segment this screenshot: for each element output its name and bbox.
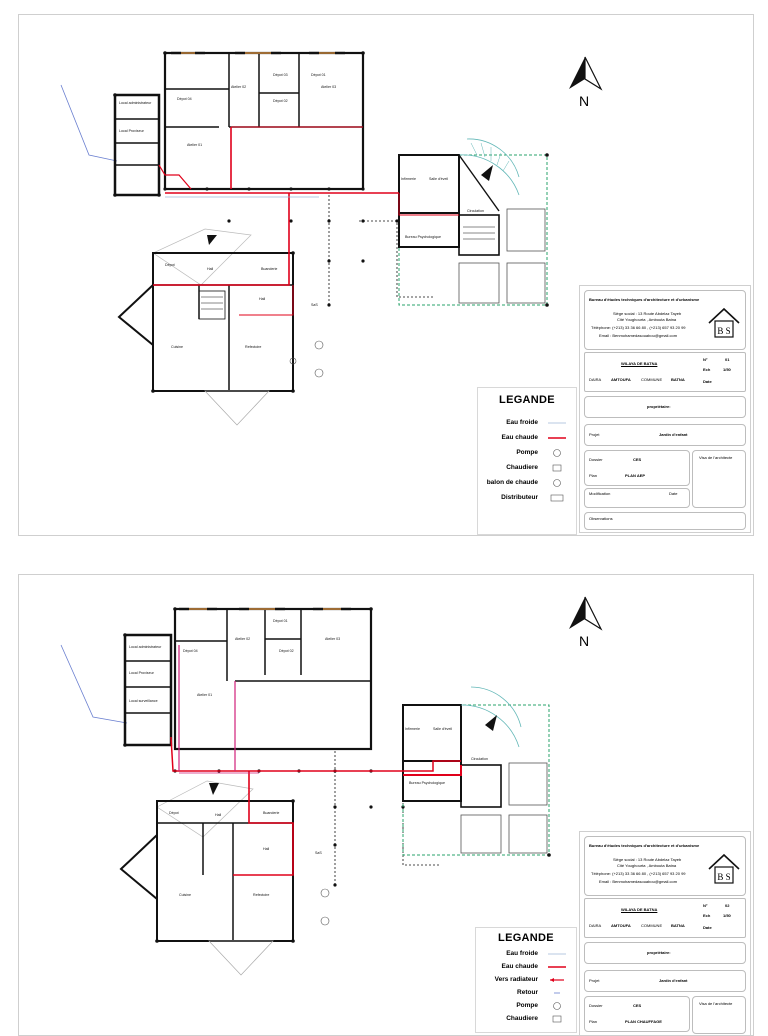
legend-item: Chaudiere — [478, 461, 576, 476]
room-label: Salle d'éveil — [433, 727, 453, 731]
pump-icon — [548, 1002, 566, 1010]
visa-label: Visa de l'architecte — [699, 1001, 733, 1006]
visa-label: Visa de l'architecte — [699, 455, 733, 460]
distributor-icon — [548, 494, 566, 502]
room-label: Local administrateur — [119, 101, 152, 105]
room-label: SaS — [315, 851, 322, 855]
legend-item: balon de chaude — [478, 476, 576, 491]
commune-label: COMMUNE — [641, 377, 663, 382]
plan-label: Plan — [589, 473, 598, 478]
office-name: Bureau d'études techniques d'architecture et d'urbanisme — [589, 843, 700, 848]
observations-box — [584, 512, 746, 530]
room-label: Dépot — [165, 263, 175, 267]
room-label: Hall — [263, 847, 270, 851]
dossier-label: Dossier — [589, 457, 603, 462]
office-logo-letters: B S — [717, 872, 731, 882]
room-label: Local Proviseur — [119, 129, 144, 133]
return-arrow-icon — [548, 989, 566, 997]
project-label: Projet — [589, 978, 600, 983]
architect-visa-box — [692, 996, 746, 1034]
scale-label: Ech — [703, 367, 711, 372]
legend-item: Eau froide — [476, 947, 576, 960]
office-header — [584, 836, 746, 896]
project-value: Jardin d'enfant — [659, 432, 688, 437]
room-label: Hall — [207, 267, 214, 271]
office-email: Email : Benmohamedasouabou@gmail.com — [599, 879, 678, 884]
room-label: Dépot 02 — [279, 649, 294, 653]
office-phone: Téléphone: (+213) 33 36 66 80 , (+213) 657 93 20 99 — [591, 871, 686, 876]
radiator-arrow-icon — [548, 976, 566, 984]
owner-box — [584, 396, 746, 418]
owner-label: propriétaire: — [647, 950, 671, 955]
daira-label: DAIRA — [589, 377, 602, 382]
legend-title: LEGANDE — [498, 932, 554, 944]
daira-value: AMTOUFA — [611, 923, 631, 928]
room-label: Bureau Psychologique — [409, 781, 445, 785]
commune-value: BATNA — [671, 377, 685, 382]
wilaya: WILAYA DE BATNA — [621, 361, 658, 366]
office-address-1: Siège social : 13 Route Abdelaz Tayeb — [613, 311, 682, 316]
boiler-icon — [548, 464, 566, 472]
cold-water-line-icon — [548, 419, 566, 427]
project-label: Projet — [589, 432, 600, 437]
sheet-number-label: N° — [703, 903, 708, 908]
office-address-1: Siège social : 13 Route Abdelaz Tayeb — [613, 857, 682, 862]
room-label: Atelier 01 — [187, 143, 203, 147]
commune-label: COMMUNE — [641, 923, 663, 928]
room-label: Atelier 02 — [235, 637, 251, 641]
hot-water-line-icon — [548, 963, 566, 971]
sheet-number: 01 — [725, 357, 730, 362]
observations-label: Observations — [589, 516, 613, 521]
room-label: Refectoire — [245, 345, 262, 349]
legend — [477, 387, 577, 535]
owner-label: propriétaire: — [647, 404, 671, 409]
room-label: Atelier 03 — [325, 637, 341, 641]
project-box — [584, 424, 746, 446]
north-label: N — [579, 633, 590, 649]
drawing-sheet-aep — [18, 14, 754, 536]
office-header — [584, 290, 746, 350]
room-label: Dépot 03 — [273, 73, 288, 77]
date-label: Date — [703, 925, 712, 930]
modification-label: Modification — [589, 491, 611, 496]
location-box — [584, 898, 746, 938]
dossier-value: CES — [633, 457, 642, 462]
room-label: Atelier 01 — [197, 693, 213, 697]
room-label: Infirmerie — [401, 177, 416, 181]
wilaya: WILAYA DE BATNA — [621, 907, 658, 912]
boiler-icon — [548, 1015, 566, 1023]
title-block — [579, 285, 751, 533]
north-label: N — [579, 93, 590, 109]
cold-water-line-icon — [548, 950, 566, 958]
room-label: Buanderie — [263, 811, 280, 815]
legend — [475, 927, 577, 1033]
legend-item: Retour — [476, 986, 576, 999]
daira-label: DAIRA — [589, 923, 602, 928]
room-label: Circulation — [467, 209, 484, 213]
hot-water-line-icon — [548, 434, 566, 442]
room-label: Dépot 04 — [177, 97, 192, 101]
office-address-2: Cité Youghourta , Ambouta Batna — [617, 863, 677, 868]
modification-date-label: Date — [669, 491, 678, 496]
dossier-plan-box — [584, 996, 690, 1032]
room-label: Dépot 04 — [183, 649, 198, 653]
architect-visa-box — [692, 450, 746, 508]
room-label: Hall — [215, 813, 222, 817]
office-name: Bureau d'études techniques d'architecture et d'urbanisme — [589, 297, 700, 302]
room-label: Dépot 01 — [311, 73, 326, 77]
office-logo-letters: B S — [717, 326, 731, 336]
legend-item: Pompe — [478, 446, 576, 461]
location-box — [584, 352, 746, 392]
plan-label: Plan — [589, 1019, 598, 1024]
room-label: Cuisine — [171, 345, 183, 349]
legend-item: Pompe — [476, 999, 576, 1012]
plan-value: PLAN CHAUFFAGE — [625, 1019, 662, 1024]
room-label: Buanderie — [261, 267, 278, 271]
legend-title: LEGANDE — [499, 394, 555, 406]
drawing-sheet-chauffage — [18, 574, 754, 1036]
sheet-number-label: N° — [703, 357, 708, 362]
room-label: Hall — [259, 297, 266, 301]
room-label: Local Proviseur — [129, 671, 154, 675]
room-label: Dépot 02 — [273, 99, 288, 103]
room-label: Circulation — [471, 757, 488, 761]
daira-value: AMTOUFA — [611, 377, 631, 382]
room-label: Atelier 02 — [231, 85, 247, 89]
date-label: Date — [703, 379, 712, 384]
room-label: Cuisine — [179, 893, 191, 897]
dossier-label: Dossier — [589, 1003, 603, 1008]
office-phone: Téléphone: (+213) 33 36 66 80 , (+213) 657 93 20 99 — [591, 325, 686, 330]
room-label: Salle d'éveil — [429, 177, 449, 181]
dossier-plan-box — [584, 450, 690, 486]
owner-box — [584, 942, 746, 964]
dossier-value: CES — [633, 1003, 642, 1008]
water-heater-icon — [548, 479, 566, 487]
legend-item: Eau froide — [478, 416, 576, 431]
north-arrow-icon — [563, 55, 607, 115]
office-logo-icon — [707, 305, 741, 339]
scale-value: 1/50 — [723, 913, 731, 918]
title-block — [579, 831, 751, 1036]
scale-value: 1/50 — [723, 367, 731, 372]
room-label: Infirmerie — [405, 727, 420, 731]
room-label: Dépot — [169, 811, 179, 815]
room-label: SaS — [311, 303, 318, 307]
pump-icon — [548, 449, 566, 457]
room-label: Local surveillance — [129, 699, 158, 703]
project-value: Jardin d'enfant — [659, 978, 688, 983]
legend-item: Vers radiateur — [476, 973, 576, 986]
office-email: Email : Benmohamedasouabou@gmail.com — [599, 333, 678, 338]
plan-value: PLAN AEP — [625, 473, 646, 478]
room-label: Dépot 01 — [273, 619, 288, 623]
legend-item: Eau chaude — [478, 431, 576, 446]
legend-item: Eau chaude — [476, 960, 576, 973]
room-label: Atelier 03 — [321, 85, 337, 89]
north-arrow-icon — [563, 595, 607, 655]
modification-box — [584, 488, 690, 508]
legend-item: Distributeur — [478, 491, 576, 506]
sheet-number: 02 — [725, 903, 730, 908]
project-box — [584, 970, 746, 992]
room-label: Bureau Psychologique — [405, 235, 441, 239]
office-address-2: Cité Youghourta , Ambouta Batna — [617, 317, 677, 322]
scale-label: Ech — [703, 913, 711, 918]
office-logo-icon — [707, 851, 741, 885]
room-label: Local administrateur — [129, 645, 162, 649]
commune-value: BATNA — [671, 923, 685, 928]
room-label: Refectoire — [253, 893, 270, 897]
legend-item: Chaudiere — [476, 1012, 576, 1025]
